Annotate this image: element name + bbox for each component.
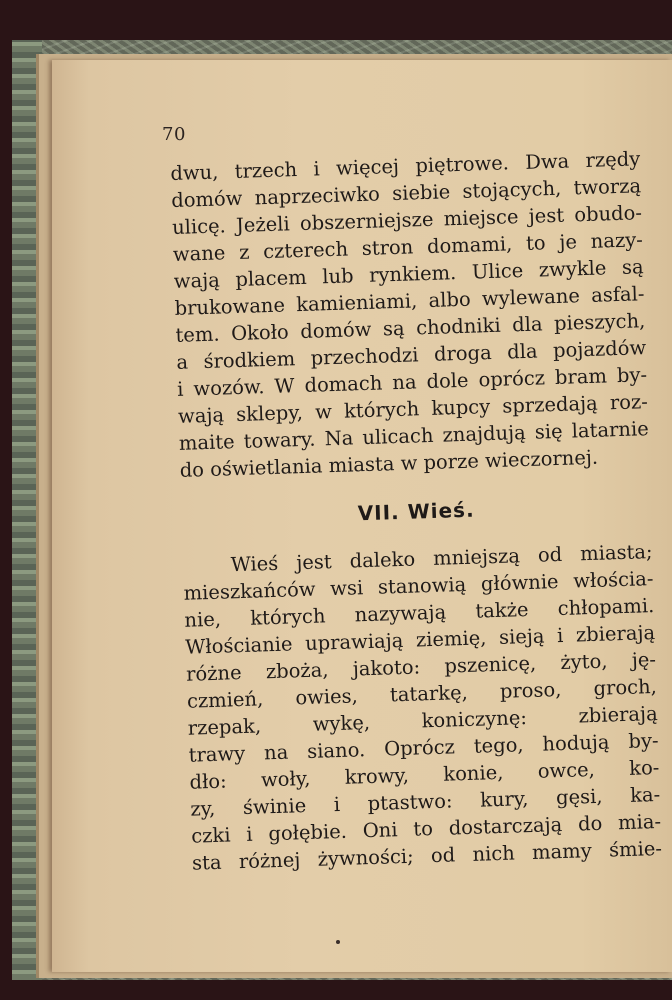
text-line: trawy na siano. Oprócz tego, hodują by- (188, 728, 659, 767)
text-line: różne zboża, jakoto: pszenicę, żyto, ję- (185, 647, 657, 686)
page-number: 70 (162, 124, 186, 145)
text-line: zy, świnie i ptastwo: kury, gęsi, ka- (190, 782, 661, 821)
text-line: wane z czterech stron domami, to je nazy- (172, 228, 644, 266)
text-line: wają placem lub rynkiem. Ulice zwykle są (173, 255, 644, 293)
text-line: dwu, trzech i więcej piętrowe. Dwa rzędy (170, 147, 641, 185)
text-line: wają sklepy, w których kupcy sprzedają roz- (177, 390, 649, 428)
text-line: mieszkańców wsi stanowią głównie włościa- (183, 567, 654, 605)
text-line: Wieś jest daleko mniejszą od miasta; (230, 540, 653, 577)
text-line: maite towary. Na ulicach znajdują się latarnie (178, 417, 650, 455)
text-line: domów naprzeciwko siebie stojących, tworzą (170, 174, 642, 212)
section-heading: VII. Wieś. (357, 497, 475, 526)
text-line: nie, których nazywają także chłopami. (184, 594, 655, 632)
text-line: brukowane kamieniami, albo wylewane asfal- (174, 282, 645, 320)
text-line: do oświetlania miasta w porze wieczornej. (179, 445, 599, 482)
text-line: i wozów. W domach na dole oprócz bram by- (176, 363, 648, 401)
text-line: ulicę. Jeżeli obszerniejsze miejsce jest obudo- (171, 201, 643, 239)
page-text (170, 145, 662, 876)
text-line: tem. Około domów są chodniki dla pieszych, (175, 309, 646, 347)
text-line: rzepak, wykę, koniczynę: zbierają (187, 701, 658, 740)
text-line: sta różnej żywności; od nich mamy śmie- (191, 836, 663, 875)
page-mark (336, 940, 340, 944)
text-line: a środkiem przechodzi droga dla pojazdów (175, 336, 647, 374)
text-line: czki i gołębie. Oni to dostarczają do mia- (190, 809, 662, 848)
text-line: dło: woły, krowy, konie, owce, ko- (189, 755, 660, 794)
text-line: czmień, owies, tatarkę, proso, groch, (186, 674, 658, 713)
text-line: Włościanie uprawiają ziemię, sieją i zbierają (184, 621, 656, 659)
